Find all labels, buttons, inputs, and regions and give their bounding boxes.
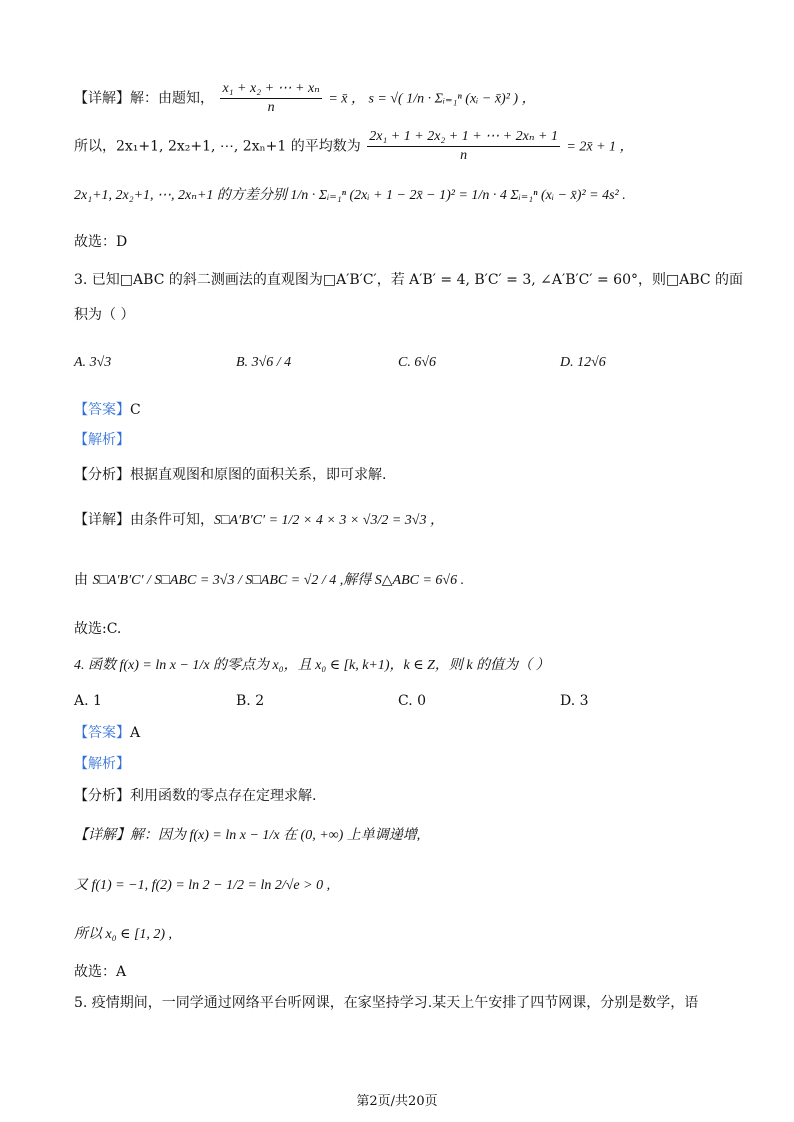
q4-answer xyxy=(74,723,140,743)
fraction-denominator: n xyxy=(267,100,275,115)
q3-analysis-heading: 【解析】 xyxy=(74,432,130,448)
fraction-numerator: 2x₁ + 1 + 2x₂ + 1 + ⋯ + 2xₙ + 1 xyxy=(367,128,560,147)
detail-line-2 xyxy=(74,128,634,165)
question-3-line-1: 3. 已知□ABC 的斜二测画法的直观图为□A′B′C′，若 A′B′ = 4, B′C′ = 3, ∠A′B′C′ = 60°，则□ABC 的面 xyxy=(74,272,744,288)
question-5: 5. 疫情期间，一同学通过网络平台听网课，在家坚持学习.某天上午安排了四节网课，分别是数学，语 xyxy=(74,995,699,1011)
new-mean-fraction xyxy=(367,128,560,165)
q4-values: 又 f(1) = −1, f(2) = ln 2 − 1/2 = ln 2/√e > 0 , xyxy=(74,878,331,893)
detail-prefix: 【详解】解：由题知， xyxy=(74,90,214,107)
mean-result: = 2x̄ + 1 ， xyxy=(566,139,634,155)
fraction-denominator: n xyxy=(460,148,468,163)
q4-option-a: A. 1 xyxy=(74,693,102,709)
select-d: 故选：D xyxy=(74,234,128,250)
q4-analysis-heading: 【解析】 xyxy=(74,756,130,772)
mean-prefix: 所以，2x₁+1, 2x₂+1, ⋯, 2xₙ+1 的平均数为 xyxy=(74,138,361,155)
answer-value: C xyxy=(130,402,141,418)
q4-option-c: C. 0 xyxy=(398,693,427,709)
area-formula: S□A′B′C′ = 1/2 × 4 × 3 × √3/2 = 3√3 ， xyxy=(214,513,444,528)
ratio-formula: S□A′B′C′ / S□ABC = 3√3 / S□ABC = √2 / 4 ,解得 S△ABC = 6√6 . xyxy=(92,573,465,588)
q4-option-d: D. 3 xyxy=(560,693,589,709)
q3-option-c: C. 6√6 xyxy=(398,355,437,370)
fraction-numerator: x₁ + x₂ + ⋯ + xₙ xyxy=(220,80,321,99)
answer-label: 【答案】 xyxy=(74,402,130,418)
q3-answer xyxy=(74,400,141,420)
question-3-line-2: 积为（ ） xyxy=(74,307,135,323)
std-formula: = x̄ ， s = √( 1/n · Σᵢ₌₁ⁿ (xᵢ − x̄)² ) ， xyxy=(328,91,536,107)
q4-select: 故选：A xyxy=(74,964,127,980)
page-footer: 第2页/共20页 xyxy=(356,1094,438,1109)
mean-fraction xyxy=(220,80,321,117)
q3-option-d: D. 12√6 xyxy=(560,355,606,370)
q3-option-b: B. 3√6 / 4 xyxy=(236,355,292,370)
q3-detail: 【详解】由条件可知，S□A′B′C′ = 1/2 × 4 × 3 × √3/2 = 3√3 ， xyxy=(74,512,444,528)
q3-select: 故选:C. xyxy=(74,621,122,637)
q4-option-b: B. 2 xyxy=(236,693,265,709)
answer-value: A xyxy=(130,725,141,741)
question-4: 4. 函数 f(x) = ln x − 1/x 的零点为 x₀，且 x₀ ∈ [k, k+1)，k ∈ Z，则 k 的值为（ ） xyxy=(74,658,550,673)
detail-line-1 xyxy=(74,80,536,117)
q3-option-a: A. 3√3 xyxy=(74,355,112,370)
q4-detail: 【详解】解：因为 f(x) = ln x − 1/x 在 (0, +∞) 上单调递增, xyxy=(74,828,421,843)
variance-line: 2x₁+1, 2x₂+1, ⋯, 2xₙ+1 的方差分别 1/n · Σᵢ₌₁ⁿ (2xᵢ + 1 − 2x̄ − 1)² = 1/n · 4 Σᵢ₌₁ⁿ (xᵢ − x̄)² = 4s² . xyxy=(74,188,626,203)
q3-ratio: 由 S□A′B′C′ / S□ABC = 3√3 / S□ABC = √2 / 4 ,解得 S△ABC = 6√6 . xyxy=(74,572,465,588)
q3-fenxi: 【分析】根据直观图和原图的面积关系，即可求解. xyxy=(74,467,387,483)
q4-fenxi: 【分析】利用函数的零点存在定理求解. xyxy=(74,788,317,804)
q4-interval: 所以 x₀ ∈ [1, 2) , xyxy=(74,927,173,942)
answer-label: 【答案】 xyxy=(74,725,130,741)
